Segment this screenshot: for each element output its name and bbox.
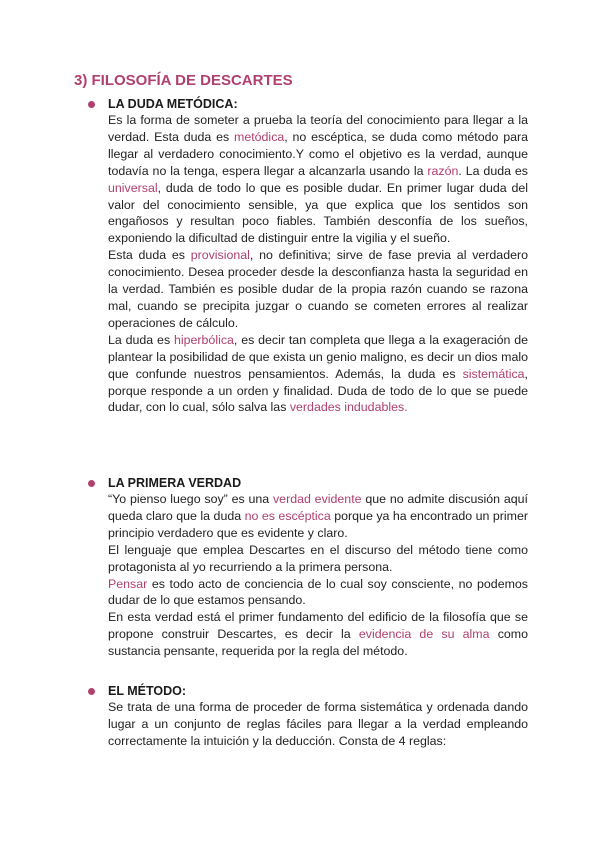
highlighted-term: no es escéptica xyxy=(244,508,331,523)
paragraph xyxy=(108,576,528,610)
bullet-icon xyxy=(88,688,95,695)
paragraph xyxy=(108,332,528,417)
section-heading: LA DUDA METÓDICA: xyxy=(108,97,238,111)
highlighted-term: hiperbólica xyxy=(173,332,234,347)
text-run: Es la forma de someter a prueba la teoría del conocimiento para llegar a la verdad. Esta duda es xyxy=(108,113,528,144)
highlighted-term: razón xyxy=(427,163,459,178)
text-run: . La duda es xyxy=(458,163,528,178)
text-run: , no escéptica, se duda como método para llegar al verdadero conocimiento.Y como el objetivo es la verdad, aunque todavía no la tenga, espera llegar a alcanzarla usando la xyxy=(108,129,528,178)
text-run: que no admite discusión aquí queda claro que la duda xyxy=(108,492,528,523)
paragraph xyxy=(108,699,528,750)
text-run: “Yo pienso luego soy” es una xyxy=(108,492,273,506)
bullet-icon xyxy=(88,101,95,108)
text-run: En esta verdad está el primer fundamento del edificio de la filosofía que se propone construir Descartes, es decir la xyxy=(108,610,528,642)
text-run: porque ya ha encontrado un primer principio verdadero que es evidente y claro. xyxy=(108,508,529,540)
highlighted-term: metódica xyxy=(234,129,285,144)
highlighted-term: evidencia de su alma xyxy=(358,627,490,642)
paragraph xyxy=(108,112,528,247)
paragraph xyxy=(108,609,528,660)
text-run: Esta duda es xyxy=(108,248,191,263)
text-run: La duda es xyxy=(108,332,174,347)
section-body-metodo xyxy=(108,699,528,750)
paragraph xyxy=(108,491,528,542)
text-run: El lenguaje que emplea Descartes en el discurso del método tiene como protagonista al yo recurriendo a la primera persona. xyxy=(108,542,528,574)
section-heading: EL MÉTODO: xyxy=(108,684,187,698)
text-run: , porque responde a un orden y finalidad. Duda de todo de lo que se puede dudar, con lo cual, sólo salva las xyxy=(108,366,528,415)
highlighted-term: provisional xyxy=(190,248,250,263)
bullet-icon xyxy=(88,480,95,487)
text-run: , no definitiva; sirve de fase previa al verdadero conocimiento. Desea proceder desde la desconfianza hasta la seguridad en la verdad. También es posible dudar de la propia razón cuando se razona mal, cuando se precipita juzgar o cuando se cometen errores al realizar operaciones de cálculo. xyxy=(108,248,528,330)
text-run: como sustancia pensante, requerida por la regla del método. xyxy=(108,627,528,659)
highlighted-term: verdad evidente xyxy=(272,492,362,506)
section-body-duda-metodica xyxy=(108,112,528,416)
text-run: es todo acto de conciencia de lo cual soy consciente, no podemos dudar de lo que estamos pensando. xyxy=(108,576,528,608)
section-body-primera-verdad xyxy=(108,491,528,660)
highlighted-term: verdades indudables. xyxy=(289,400,408,415)
highlighted-term: universal xyxy=(108,180,158,195)
page-title: 3) FILOSOFÍA DE DESCARTES xyxy=(74,72,293,89)
paragraph xyxy=(108,247,528,332)
text-run: Se trata de una forma de proceder de forma sistemática y ordenada dando lugar a un conjunto de reglas fáciles para llegar a la verdad empleando correctamente la intuición y la deducción. Consta de 4 reglas: xyxy=(108,700,528,748)
section-heading: LA PRIMERA VERDAD xyxy=(108,476,242,490)
highlighted-term: sistemática xyxy=(462,366,525,381)
text-run: , duda de todo lo que es posible dudar. En primer lugar duda del valor del conocimiento sensible, ya que explica que los sentidos son engañosos y resultan poco fiables. También desconfía de los sueños, exponiendo la dificultad de distinguir entre la vigilia y el sueño. xyxy=(108,180,528,246)
paragraph xyxy=(108,542,528,576)
text-run: , es decir tan completa que llega a la exageración de plantear la posibilidad de que exista un genio maligno, es decir un dios malo que confunde nuestros pensamientos. Además, la duda es xyxy=(108,332,528,381)
highlighted-term: Pensar xyxy=(108,576,148,591)
